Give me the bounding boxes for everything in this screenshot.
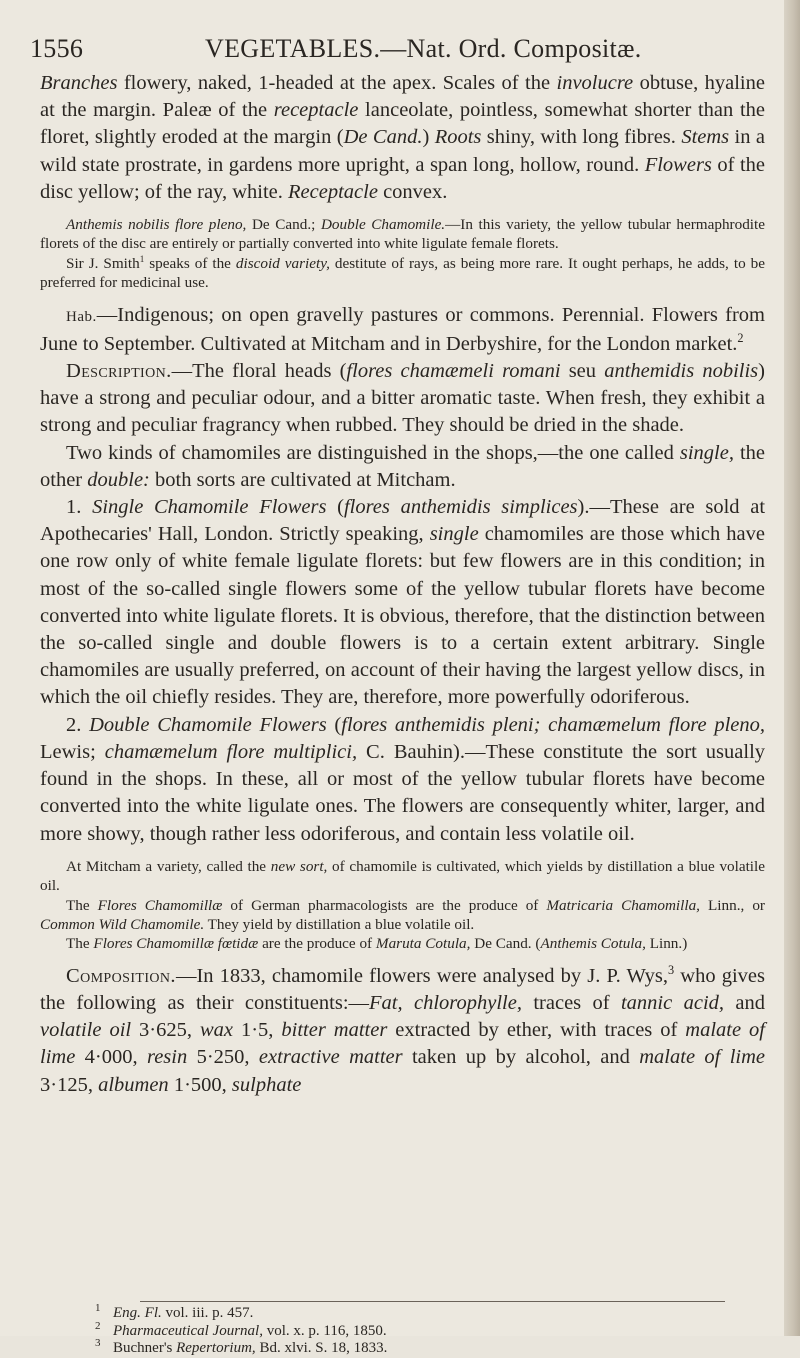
term: Flores Chamomillæ bbox=[97, 896, 223, 914]
text-run: shiny, with long fibres. bbox=[481, 126, 682, 149]
text-run: and bbox=[724, 991, 766, 1014]
composition-paragraph bbox=[40, 963, 765, 1099]
constituent: albumen bbox=[98, 1073, 169, 1096]
text-run: the other bbox=[40, 441, 766, 491]
text-run: ) have a strong and peculiar odour, and a bitter aromatic taste. When fresh, they exhibit a strong and peculiar fragrancy when rubbed. They should be dried in the shade. bbox=[40, 360, 765, 437]
text-run: ( bbox=[326, 496, 344, 519]
footnote-ref[interactable]: 1 bbox=[139, 253, 145, 264]
term: double: bbox=[87, 468, 150, 491]
page-number: 1556 bbox=[30, 34, 84, 63]
text-run: ( bbox=[326, 713, 342, 736]
constituent: sulphate bbox=[231, 1073, 302, 1096]
habitat-paragraph bbox=[40, 302, 765, 358]
body-text bbox=[40, 70, 765, 1099]
text-run: of German pharmacologists are the produce of bbox=[222, 896, 547, 914]
species-name: Anthemis nobilis flore pleno, bbox=[66, 216, 247, 234]
page-header bbox=[30, 34, 765, 70]
smith-note bbox=[40, 254, 765, 293]
variety-note bbox=[40, 215, 765, 254]
term: anthemidis nobilis bbox=[604, 360, 759, 383]
text-run: The bbox=[66, 935, 94, 953]
text-run: Two kinds of chamomiles are distinguished in the shops,—the one called bbox=[66, 441, 680, 464]
text-run: De Cand.; bbox=[246, 216, 321, 234]
text-run: traces of bbox=[521, 991, 621, 1014]
text-run: Sir J. Smith bbox=[66, 254, 140, 272]
double-chamomile-paragraph bbox=[40, 712, 765, 848]
section-label: Description. bbox=[66, 360, 172, 383]
variety-name: Double Chamomile. bbox=[320, 216, 446, 234]
footnote-ref[interactable]: 2 bbox=[737, 331, 744, 346]
text-run: obtuse, hyaline at the margin. Paleæ of the bbox=[40, 72, 765, 122]
text-run: At Mitcham a variety, called the bbox=[66, 857, 271, 875]
text-run: taken up by alcohol, and bbox=[402, 1046, 640, 1069]
section-label: Composition. bbox=[66, 964, 176, 987]
term: Receptacle bbox=[288, 180, 378, 203]
constituent: malate of lime bbox=[40, 1019, 766, 1069]
footnote: 1 Eng. Fl. vol. iii. p. 457. bbox=[95, 1302, 254, 1321]
page-edge bbox=[784, 0, 800, 1336]
text-run: extracted by ether, with traces of bbox=[387, 1019, 686, 1042]
term: involucre bbox=[556, 72, 634, 94]
term: flores chamæmeli romani bbox=[346, 360, 561, 383]
term: chamæmelum flore multiplici, bbox=[104, 740, 358, 763]
citation: De Cand. bbox=[343, 126, 423, 149]
text-run: who gives the following as their constituents:— bbox=[40, 964, 765, 1014]
text-run: are the produce of bbox=[258, 935, 376, 953]
text-run: lanceolate, pointless, somewhat shorter than the floret, slightly eroded at the margin ( bbox=[40, 99, 765, 149]
text-run: both sorts are cultivated at Mitcham. bbox=[149, 468, 456, 491]
foetidae-note bbox=[40, 934, 765, 953]
text-run: Linn.) bbox=[645, 935, 688, 953]
text-run: 1. bbox=[66, 496, 93, 519]
text-run: ).—These are sold at Apothecaries' Hall, London. Strictly speaking, bbox=[40, 496, 766, 546]
text-run: —Indigenous; on open gravelly pastures or commons. Perennial. Flowers from June to September. Cultivated at Mitcham and in Derbyshire, for the London market. bbox=[40, 303, 765, 355]
text-run: flowery, naked, 1-headed at the apex. Scales of the bbox=[117, 72, 557, 94]
constituent: volatile oil bbox=[40, 1019, 132, 1042]
text-run: De Cand. ( bbox=[470, 935, 541, 953]
term: flores anthemidis pleni; chamæmelum flore pleno, bbox=[341, 713, 766, 736]
text-run: destitute of rays, as being more rare. It ought perhaps, he adds, to be preferred for medicinal use. bbox=[40, 254, 765, 292]
text-run: The bbox=[66, 896, 98, 914]
text-run: Bd. xlvi. S. 18, 1833. bbox=[255, 1340, 388, 1357]
work-title: Repertorium, bbox=[176, 1340, 256, 1357]
species-name: Maruta Cotula, bbox=[375, 935, 471, 953]
common-name: Common Wild Chamomile. bbox=[40, 915, 205, 933]
description-paragraph bbox=[40, 70, 765, 206]
text-run: of the disc yellow; of the ray, white. bbox=[40, 153, 765, 203]
text-run: 3·625, bbox=[131, 1019, 200, 1042]
text-run: speaks of the bbox=[144, 254, 236, 272]
term: Branches bbox=[40, 72, 118, 94]
text-run: vol. iii. p. 457. bbox=[161, 1305, 254, 1321]
text-run: in a wild state prostrate, in gardens more upright, a span long, hollow, round. bbox=[40, 126, 766, 176]
kinds-paragraph bbox=[40, 440, 765, 494]
footnote: 2 Pharmaceutical Journal, vol. x. p. 116, 1850. bbox=[95, 1319, 387, 1339]
footnote-rule bbox=[140, 1301, 725, 1302]
constituent: tannic acid, bbox=[620, 991, 725, 1014]
running-title: VEGETABLES.—Nat. Ord. Compositæ. bbox=[205, 34, 642, 63]
text-run: 4·000, bbox=[75, 1046, 147, 1069]
section-label: Hab. bbox=[66, 308, 97, 325]
text-run: C. Bauhin).—These constitute the sort usually found in the shops. In these, all or most of the yellow tubular florets have become converted into the white ligulate ones. The flowers are consequently whiter, larger, and more showy, though rather less odoriferous, and contain less volatile oil. bbox=[40, 740, 766, 845]
work-title: Pharmaceutical Journal, bbox=[113, 1322, 263, 1339]
text-run: ) bbox=[422, 126, 435, 149]
german-note bbox=[40, 896, 765, 935]
term: Flowers bbox=[644, 153, 712, 176]
term: Single Chamomile Flowers bbox=[92, 496, 327, 519]
text-run: —In 1833, chamomile flowers were analysed by J. P. Wys, bbox=[175, 964, 668, 987]
text-run: convex. bbox=[377, 180, 448, 203]
constituent: wax bbox=[199, 1019, 234, 1042]
species-name: Anthemis Cotula, bbox=[540, 935, 646, 953]
text-run: chamomiles are those which have one row only of white female ligulate florets: but few flowers are in this condition; in most of the so-called single flowers some of the yellow tubular florets have become converted into white ligulate florets. It is obvious, therefore, that the distinction between the so-called single and double flowers is to a certain extent arbitrary. Single chamomiles are usually preferred, on account of their having the largest yellow discs, in which the oil chiefly resides. They are, therefore, more powerfully odoriferous. bbox=[40, 523, 766, 709]
description-section bbox=[40, 358, 765, 440]
constituent: resin bbox=[146, 1046, 188, 1069]
constituent: Fat, chlorophylle, bbox=[369, 991, 522, 1014]
species-name: Matricaria Chamomilla, bbox=[546, 896, 700, 914]
term: flores anthemidis simplices bbox=[343, 496, 578, 519]
text-run: vol. x. p. 116, 1850. bbox=[262, 1322, 387, 1339]
text-run: 5·250, bbox=[187, 1046, 259, 1069]
term: Double Chamomile Flowers bbox=[89, 713, 327, 736]
mitcham-note bbox=[40, 857, 765, 896]
text-run: Buchner's bbox=[113, 1340, 177, 1357]
term: single bbox=[429, 523, 479, 546]
text-run: —In this variety, the yellow tubular hermaphrodite florets of the disc are entirely or partially converted into white ligulate female florets. bbox=[40, 216, 765, 253]
term: Flores Chamomillæ fœtidæ bbox=[93, 935, 259, 953]
text-run: Lewis; bbox=[40, 740, 105, 763]
footnote-ref[interactable]: 3 bbox=[667, 962, 675, 977]
term: discoid variety, bbox=[235, 254, 330, 272]
single-chamomile-paragraph bbox=[40, 494, 765, 712]
text-run: They yield by distillation a blue volatile oil. bbox=[204, 915, 475, 933]
constituent: extractive matter bbox=[258, 1046, 403, 1069]
term: Stems bbox=[681, 126, 730, 149]
text-run: 1·500, bbox=[168, 1073, 232, 1096]
constituent: malate of lime bbox=[639, 1046, 766, 1069]
text-run: Linn., or bbox=[699, 896, 765, 914]
term: new sort, bbox=[270, 857, 328, 875]
footnote: 3 Buchner's Repertorium, Bd. xlvi. S. 18, 1833. bbox=[95, 1337, 388, 1357]
text-run: of chamomile is cultivated, which yields by distillation a blue volatile oil. bbox=[40, 857, 765, 895]
constituent: bitter matter bbox=[281, 1019, 388, 1042]
text-run: 2. bbox=[66, 713, 90, 736]
text-run: —The floral heads ( bbox=[171, 360, 347, 383]
term: single, bbox=[679, 441, 734, 464]
text-run: 1·5, bbox=[233, 1019, 282, 1042]
term: Roots bbox=[434, 126, 482, 149]
footnotes bbox=[95, 1302, 735, 1358]
text-run: 3·125, bbox=[40, 1073, 99, 1096]
work-title: Eng. Fl. bbox=[113, 1305, 162, 1321]
text-run: seu bbox=[560, 360, 605, 383]
term: receptacle bbox=[273, 99, 359, 122]
